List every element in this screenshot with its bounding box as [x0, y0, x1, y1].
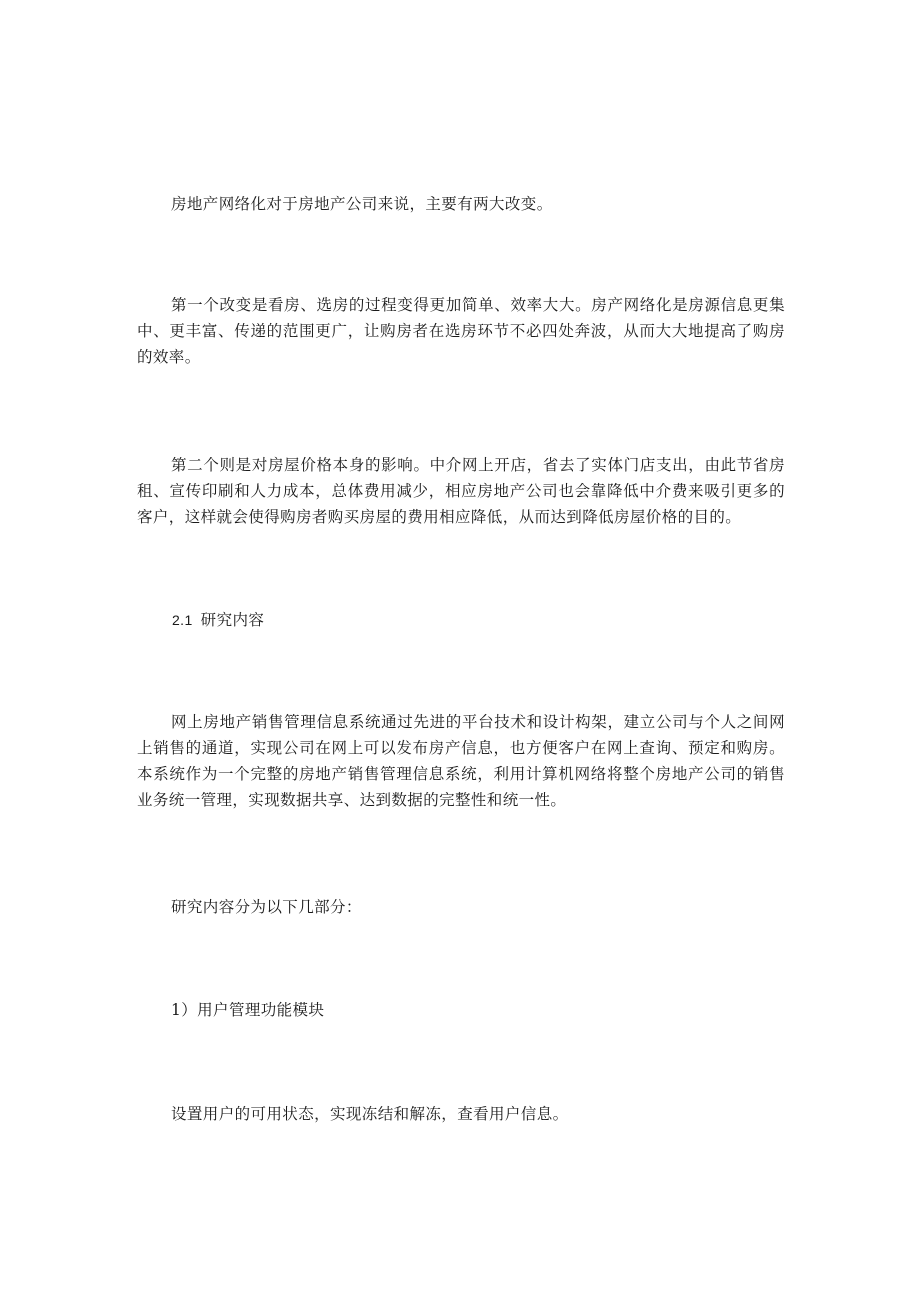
module-description: 设置用户的可用状态，实现冻结和解冻，查看用户信息。 — [171, 1105, 569, 1123]
intro-paragraph: 房地产网络化对于房地产公司来说，主要有两大改变。 — [171, 195, 553, 213]
module-heading: 1）用户管理功能模块 — [171, 1001, 325, 1019]
second-change-paragraph: 第二个则是对房屋价格本身的影响。中介网上开店，省去了实体门店支出，由此节省房租、宣传印刷和人力成本，总体费用减少，相应房地产公司也会靠降低中介费来吸引更多的客户，这样就会使得购房者购买房屋的费用相应降低，从而达到降低房屋价格的目的。 — [137, 456, 785, 526]
research-parts-intro: 研究内容分为以下几部分： — [171, 898, 362, 916]
section-title: 研究内容 — [200, 611, 265, 629]
section-number: 2.1 — [172, 612, 193, 628]
system-overview-paragraph: 网上房地产销售管理信息系统通过先进的平台技术和设计构架，建立公司与个人之间网上销售的通道，实现公司在网上可以发布房产信息，也方便客户在网上查询、预定和购房。本系统作为一个完整的房地产销售管理信息系统，利用计算机网络将整个房地产公司的销售业务统一管理，实现数据共享、达到数据的完整性和统一性。 — [137, 713, 785, 809]
section-heading — [172, 607, 264, 633]
first-change-paragraph: 第一个改变是看房、选房的过程变得更加简单、效率大大。房产网络化是房源信息更集中、更丰富、传递的范围更广，让购房者在选房环节不必四处奔波，从而大大地提高了购房的效率。 — [137, 296, 785, 366]
